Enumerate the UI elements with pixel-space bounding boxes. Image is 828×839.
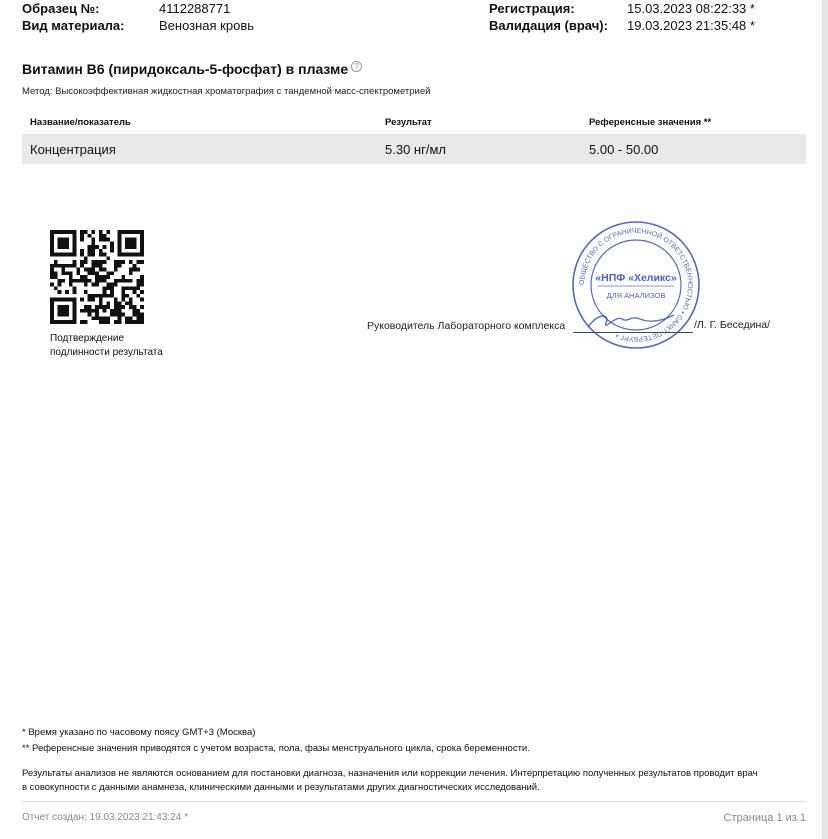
test-title [22,61,362,77]
results-table [22,110,806,164]
page-number: Страница 1 из 1 [723,812,806,824]
material-type-value: Венозная кровь [159,18,255,33]
material-type-label: Вид материала: [22,18,125,33]
company-stamp [570,219,702,351]
signature-role: Руководитель Лабораторного комплекса [367,320,566,332]
footer-divider [22,801,806,802]
table-cell-name: Концентрация [30,142,116,157]
table-cell-result: 5.30 нг/мл [385,142,446,157]
report-created: Отчет создан: 19.03.2023 21:43:24 * [22,812,188,823]
method-description: Метод: Высокоэффективная жидкостная хроматография с тандемной масс-спектрометрией [22,86,431,97]
sample-number-label: Образец №: [22,1,100,16]
test-title-text: Витамин B6 (пиридоксаль-5-фосфат) в плазме [22,61,349,77]
footnote-reference: ** Референсные значения приводятся с учетом возраста, пола, фазы менструального цикла, срока беременности. [22,743,530,754]
question-circle-icon[interactable]: ? [351,61,362,72]
column-header-reference: Референсные значения ** [589,117,712,128]
validation-value: 19.03.2023 21:35:48 * [627,18,755,33]
disclaimer [22,768,812,793]
disclaimer-line2: в совокупности с данными анамнеза, клиническими данными и результатами других диагностических исследований. [22,782,540,793]
stamp-ring-text: ОБЩЕСТВО С ОГРАНИЧЕННОЙ ОТВЕТСТВЕННОСТЬЮ • САНКТ-ПЕТЕРБУРГ • [578,227,694,343]
footnote-timezone: * Время указано по часовому поясу GMT+3 (Москва) [22,727,256,738]
stamp-sub-text: ДЛЯ АНАЛИЗОВ [606,291,666,300]
validation-label: Валидация (врач): [489,18,608,33]
table-cell-reference: 5.00 - 50.00 [589,142,659,157]
registration-value: 15.03.2023 08:22:33 * [627,1,755,16]
qr-code-icon[interactable] [50,230,144,324]
sample-number-value: 4112288771 [159,1,231,16]
column-header-result: Результат [385,117,432,128]
table-row [22,134,806,164]
verification-caption [50,332,163,360]
verification-caption-line2: подлинности результата [50,347,163,358]
registration-label: Регистрация: [489,1,575,16]
handwritten-signature-icon [588,315,674,327]
page-edge [822,0,828,839]
disclaimer-line1: Результаты анализов не являются основанием для постановки диагноза, назначения или коррекции лечения. Интерпретацию полученных результатов проводит врач [22,768,758,779]
column-header-name: Название/показатель [30,117,131,128]
stamp-org-text: «НПФ «Хеликс» [595,272,677,284]
signature-name: /Л. Г. Беседина/ [694,319,771,331]
verification-caption-line1: Подтверждение [50,333,125,344]
